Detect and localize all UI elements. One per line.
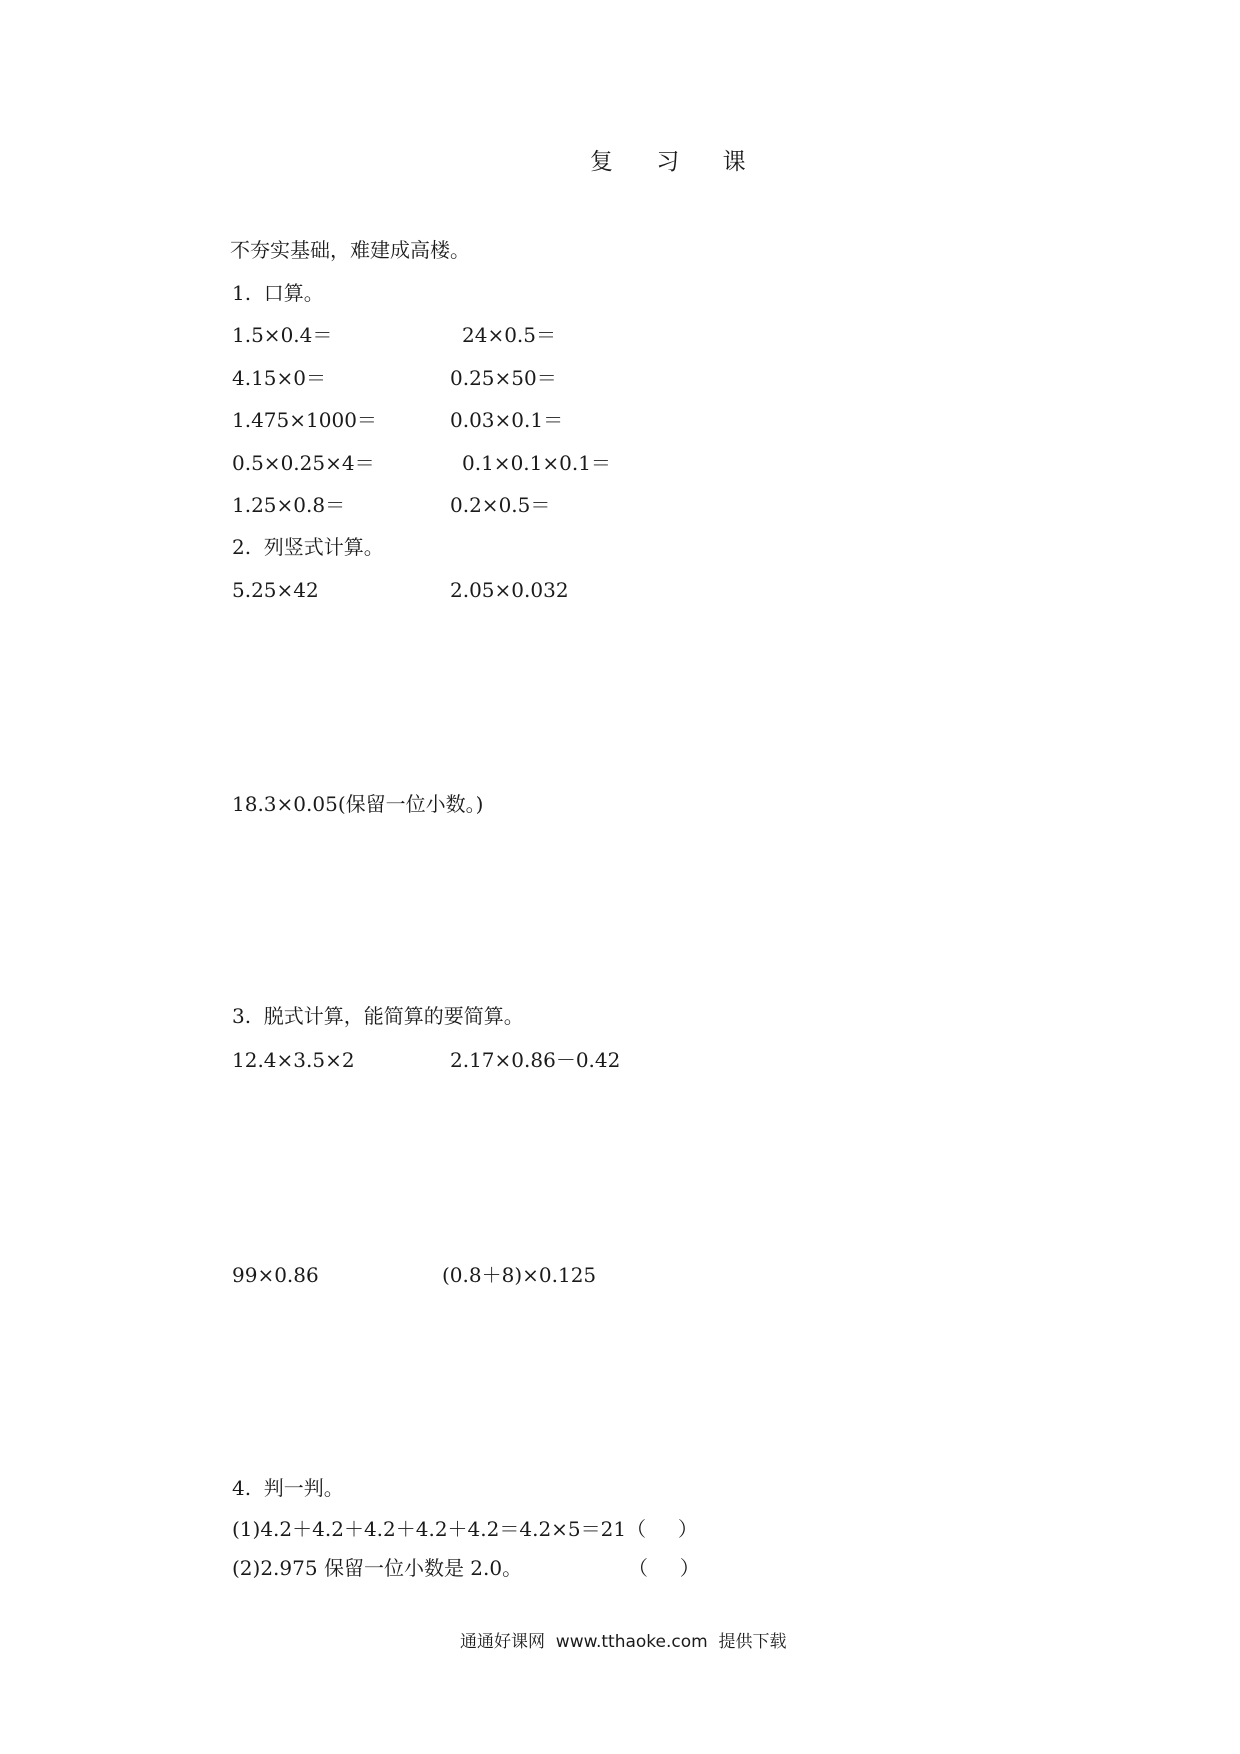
q4-item: (2)2.975 保留一位小数是 2.0。 bbox=[232, 1556, 523, 1580]
q4-heading: 4. 判一判。 bbox=[232, 1476, 344, 1500]
q1-item: 24×0.5＝ bbox=[462, 323, 557, 347]
q1-item: 1.25×0.8＝ bbox=[232, 493, 346, 517]
q1-item: 0.03×0.1＝ bbox=[450, 408, 564, 432]
q4-answer-bracket: （ ） bbox=[628, 1556, 700, 1580]
q1-item: 1.5×0.4＝ bbox=[232, 323, 333, 347]
q3-item: (0.8＋8)×0.125 bbox=[442, 1263, 597, 1287]
q1-item: 0.2×0.5＝ bbox=[450, 493, 551, 517]
motto: 不夯实基础，难建成高楼。 bbox=[230, 238, 470, 262]
footer-source: 通通好课网 www.tthaoke.com 提供下载 bbox=[460, 1632, 787, 1652]
q1-item: 0.1×0.1×0.1＝ bbox=[462, 451, 611, 475]
q1-item: 0.5×0.25×4＝ bbox=[232, 451, 375, 475]
q3-item: 2.17×0.86－0.42 bbox=[450, 1048, 621, 1072]
q3-item: 12.4×3.5×2 bbox=[232, 1048, 355, 1072]
q2-item: 18.3×0.05(保留一位小数。) bbox=[232, 792, 484, 816]
page-title: 复 习 课 bbox=[590, 149, 764, 175]
q3-heading: 3. 脱式计算，能简算的要简算。 bbox=[232, 1004, 524, 1028]
q1-item: 4.15×0＝ bbox=[232, 366, 327, 390]
q2-item: 5.25×42 bbox=[232, 578, 319, 602]
q3-item: 99×0.86 bbox=[232, 1263, 319, 1287]
q2-heading: 2. 列竖式计算。 bbox=[232, 535, 384, 559]
q1-heading: 1. 口算。 bbox=[232, 281, 324, 305]
q2-item: 2.05×0.032 bbox=[450, 578, 569, 602]
q4-item: (1)4.2＋4.2＋4.2＋4.2＋4.2＝4.2×5＝21（ ） bbox=[232, 1517, 698, 1541]
q1-item: 0.25×50＝ bbox=[450, 366, 557, 390]
q1-item: 1.475×1000＝ bbox=[232, 408, 377, 432]
